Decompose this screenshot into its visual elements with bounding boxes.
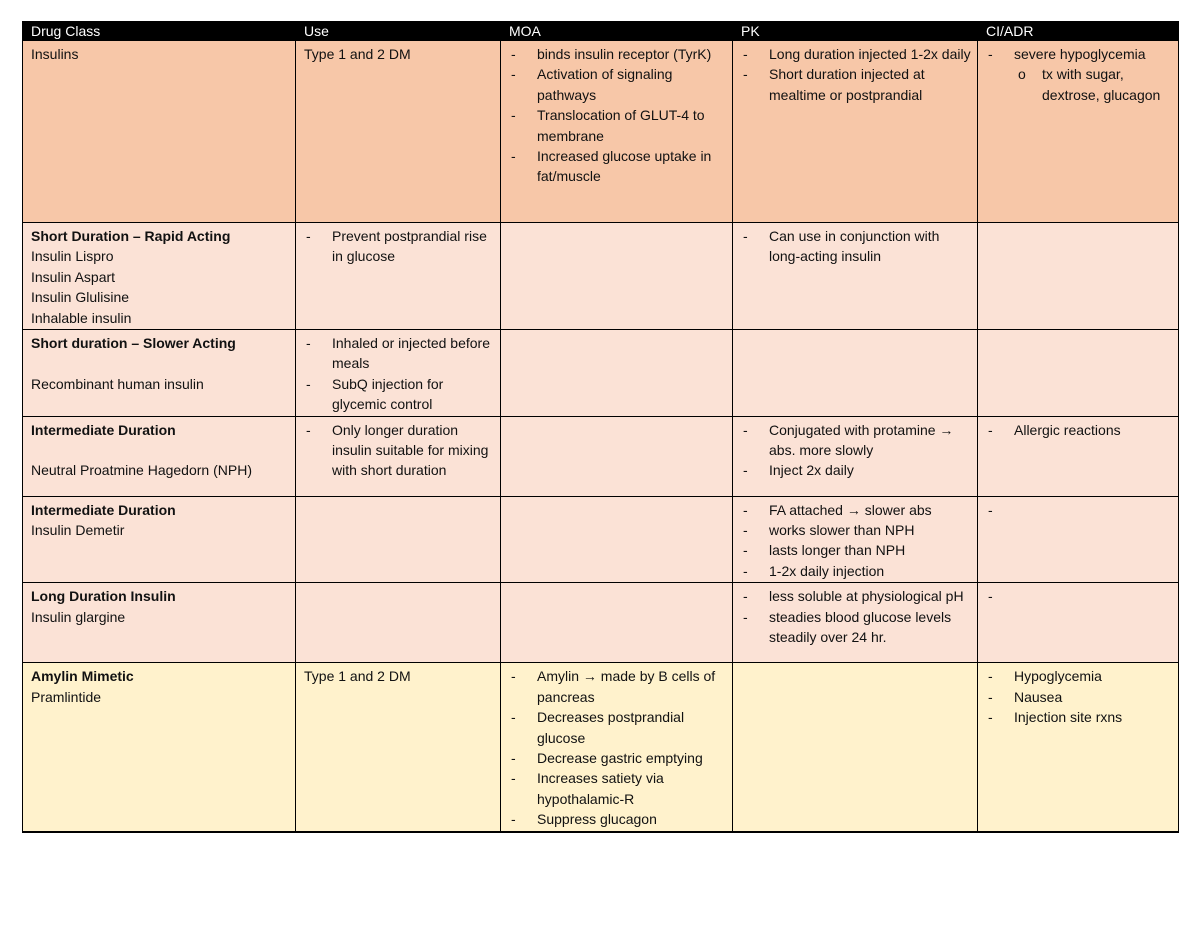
drug-name: Insulin Aspart bbox=[31, 268, 116, 285]
use-item: - Prevent postprandial rise in glucose bbox=[304, 226, 494, 267]
table-row bbox=[23, 416, 1179, 496]
drug-class-cell bbox=[23, 41, 296, 223]
moa-list bbox=[509, 666, 726, 829]
moa-cell bbox=[501, 583, 733, 663]
moa-cell bbox=[501, 416, 733, 496]
ci-adr-cell bbox=[978, 416, 1179, 496]
ci-adr-item: - Injection site rxns bbox=[986, 707, 1172, 727]
moa-item: - Increases satiety via hypothalamic-R bbox=[509, 768, 726, 809]
moa-cell bbox=[501, 223, 733, 330]
use-cell bbox=[296, 330, 501, 417]
pk-item: - less soluble at physiological pH bbox=[741, 586, 971, 606]
ci-adr-cell bbox=[978, 583, 1179, 663]
drug-class-name: Short duration – Slower Acting bbox=[31, 335, 236, 352]
blank-line bbox=[31, 353, 289, 373]
pk-list bbox=[741, 44, 971, 105]
use-cell bbox=[296, 496, 501, 583]
drug-name: Insulins bbox=[31, 46, 79, 62]
use-item: - SubQ injection for glycemic control bbox=[304, 374, 494, 415]
use-item: - Only longer duration insulin suitable for mixing with short duration bbox=[304, 420, 494, 481]
use-cell bbox=[296, 663, 501, 832]
drug-class-name: Intermediate Duration bbox=[31, 421, 176, 438]
drug-class-cell bbox=[23, 496, 296, 583]
pk-item: - works slower than NPH bbox=[741, 520, 971, 540]
pk-item: - Conjugated with protamine → abs. more slowly bbox=[741, 420, 971, 461]
drug-class-cell bbox=[23, 416, 296, 496]
table-row bbox=[23, 223, 1179, 330]
moa-cell bbox=[501, 330, 733, 417]
column-header: PK bbox=[733, 22, 978, 41]
table-row bbox=[23, 583, 1179, 663]
moa-item: - Decreases postprandial glucose bbox=[509, 707, 726, 748]
drug-table-container bbox=[22, 21, 1179, 833]
drug-name: Insulin Lispro bbox=[31, 248, 114, 265]
table-row bbox=[23, 496, 1179, 583]
pk-item: - Inject 2x daily bbox=[741, 460, 971, 480]
pk-cell bbox=[733, 330, 978, 417]
pk-item: - FA attached → slower abs bbox=[741, 500, 971, 520]
column-header: MOA bbox=[501, 22, 733, 41]
ci-adr-list bbox=[986, 420, 1172, 440]
ci-adr-cell bbox=[978, 496, 1179, 583]
moa-item: - Suppress glucagon bbox=[509, 809, 726, 829]
moa-cell bbox=[501, 41, 733, 223]
ci-adr-item: - Hypoglycemia bbox=[986, 666, 1172, 686]
pk-item: - lasts longer than NPH bbox=[741, 540, 971, 560]
use-text: Type 1 and 2 DM bbox=[304, 46, 411, 62]
ci-adr-item: - Allergic reactions bbox=[986, 420, 1172, 440]
header-row bbox=[23, 22, 1179, 41]
use-cell bbox=[296, 223, 501, 330]
column-header: CI/ADR bbox=[978, 22, 1179, 41]
drug-class-cell bbox=[23, 583, 296, 663]
pk-item: - Long duration injected 1-2x daily bbox=[741, 44, 971, 64]
pk-list bbox=[741, 226, 971, 267]
drug-name: Insulin Demetir bbox=[31, 522, 125, 539]
pk-item: - Can use in conjunction with long-acting insulin bbox=[741, 226, 971, 267]
use-text: Type 1 and 2 DM bbox=[304, 668, 411, 685]
pk-list bbox=[741, 586, 971, 647]
ci-adr-cell bbox=[978, 41, 1179, 223]
pk-list bbox=[741, 420, 971, 481]
pk-item: - Short duration injected at mealtime or postprandial bbox=[741, 64, 971, 105]
moa-item: - Decrease gastric emptying bbox=[509, 748, 726, 768]
ci-adr-item: - severe hypoglycemia o tx with sugar, dextrose, glucagon bbox=[986, 44, 1172, 105]
use-list bbox=[304, 420, 494, 481]
ci-adr-sublist bbox=[1014, 64, 1172, 105]
table-row bbox=[23, 663, 1179, 832]
use-list bbox=[304, 333, 494, 415]
blank-line bbox=[31, 440, 289, 460]
drug-name: Neutral Proatmine Hagedorn (NPH) bbox=[31, 462, 252, 479]
pk-cell bbox=[733, 583, 978, 663]
drug-class-name: Amylin Mimetic bbox=[31, 668, 134, 685]
table-row bbox=[23, 41, 1179, 223]
drug-name: Recombinant human insulin bbox=[31, 375, 204, 392]
ci-adr-item: - Nausea bbox=[986, 687, 1172, 707]
moa-cell bbox=[501, 663, 733, 832]
moa-item: - Activation of signaling pathways bbox=[509, 64, 726, 105]
pk-list bbox=[741, 500, 971, 582]
use-list bbox=[304, 226, 494, 267]
column-header: Drug Class bbox=[23, 22, 296, 41]
use-cell bbox=[296, 416, 501, 496]
ci-adr-cell bbox=[978, 330, 1179, 417]
drug-class-cell bbox=[23, 663, 296, 832]
drug-class-cell bbox=[23, 330, 296, 417]
moa-item: - Amylin → made by B cells of pancreas bbox=[509, 666, 726, 707]
moa-item: - Translocation of GLUT-4 to membrane bbox=[509, 105, 726, 146]
ci-adr-subitem: o tx with sugar, dextrose, glucagon bbox=[1014, 64, 1172, 105]
ci-adr-cell bbox=[978, 223, 1179, 330]
pk-cell bbox=[733, 663, 978, 832]
ci-adr-list bbox=[986, 666, 1172, 727]
use-cell bbox=[296, 583, 501, 663]
pk-item: - steadies blood glucose levels steadily over 24 hr. bbox=[741, 607, 971, 648]
pk-cell bbox=[733, 416, 978, 496]
drug-name: Pramlintide bbox=[31, 688, 102, 705]
drug-name: Insulin glargine bbox=[31, 608, 126, 625]
use-cell bbox=[296, 41, 501, 223]
pk-item: - 1-2x daily injection bbox=[741, 561, 971, 581]
column-header: Use bbox=[296, 22, 501, 41]
use-item: - Inhaled or injected before meals bbox=[304, 333, 494, 374]
moa-list bbox=[509, 44, 726, 187]
pk-cell bbox=[733, 41, 978, 223]
drug-class-name: Short Duration – Rapid Acting bbox=[31, 228, 231, 244]
drug-name: Inhalable insulin bbox=[31, 309, 132, 326]
drug-name: Insulin Glulisine bbox=[31, 289, 130, 306]
ci-adr-cell bbox=[978, 663, 1179, 832]
ci-adr-list bbox=[986, 44, 1172, 105]
drug-class-name: Long Duration Insulin bbox=[31, 588, 176, 605]
moa-item: - binds insulin receptor (TyrK) bbox=[509, 44, 726, 64]
pk-cell bbox=[733, 496, 978, 583]
moa-item: - Increased glucose uptake in fat/muscle bbox=[509, 146, 726, 187]
drug-class-name: Intermediate Duration bbox=[31, 501, 176, 518]
drug-class-table bbox=[22, 21, 1179, 833]
table-row bbox=[23, 330, 1179, 417]
pk-cell bbox=[733, 223, 978, 330]
moa-cell bbox=[501, 496, 733, 583]
table-body bbox=[23, 22, 1179, 832]
drug-class-cell bbox=[23, 223, 296, 330]
